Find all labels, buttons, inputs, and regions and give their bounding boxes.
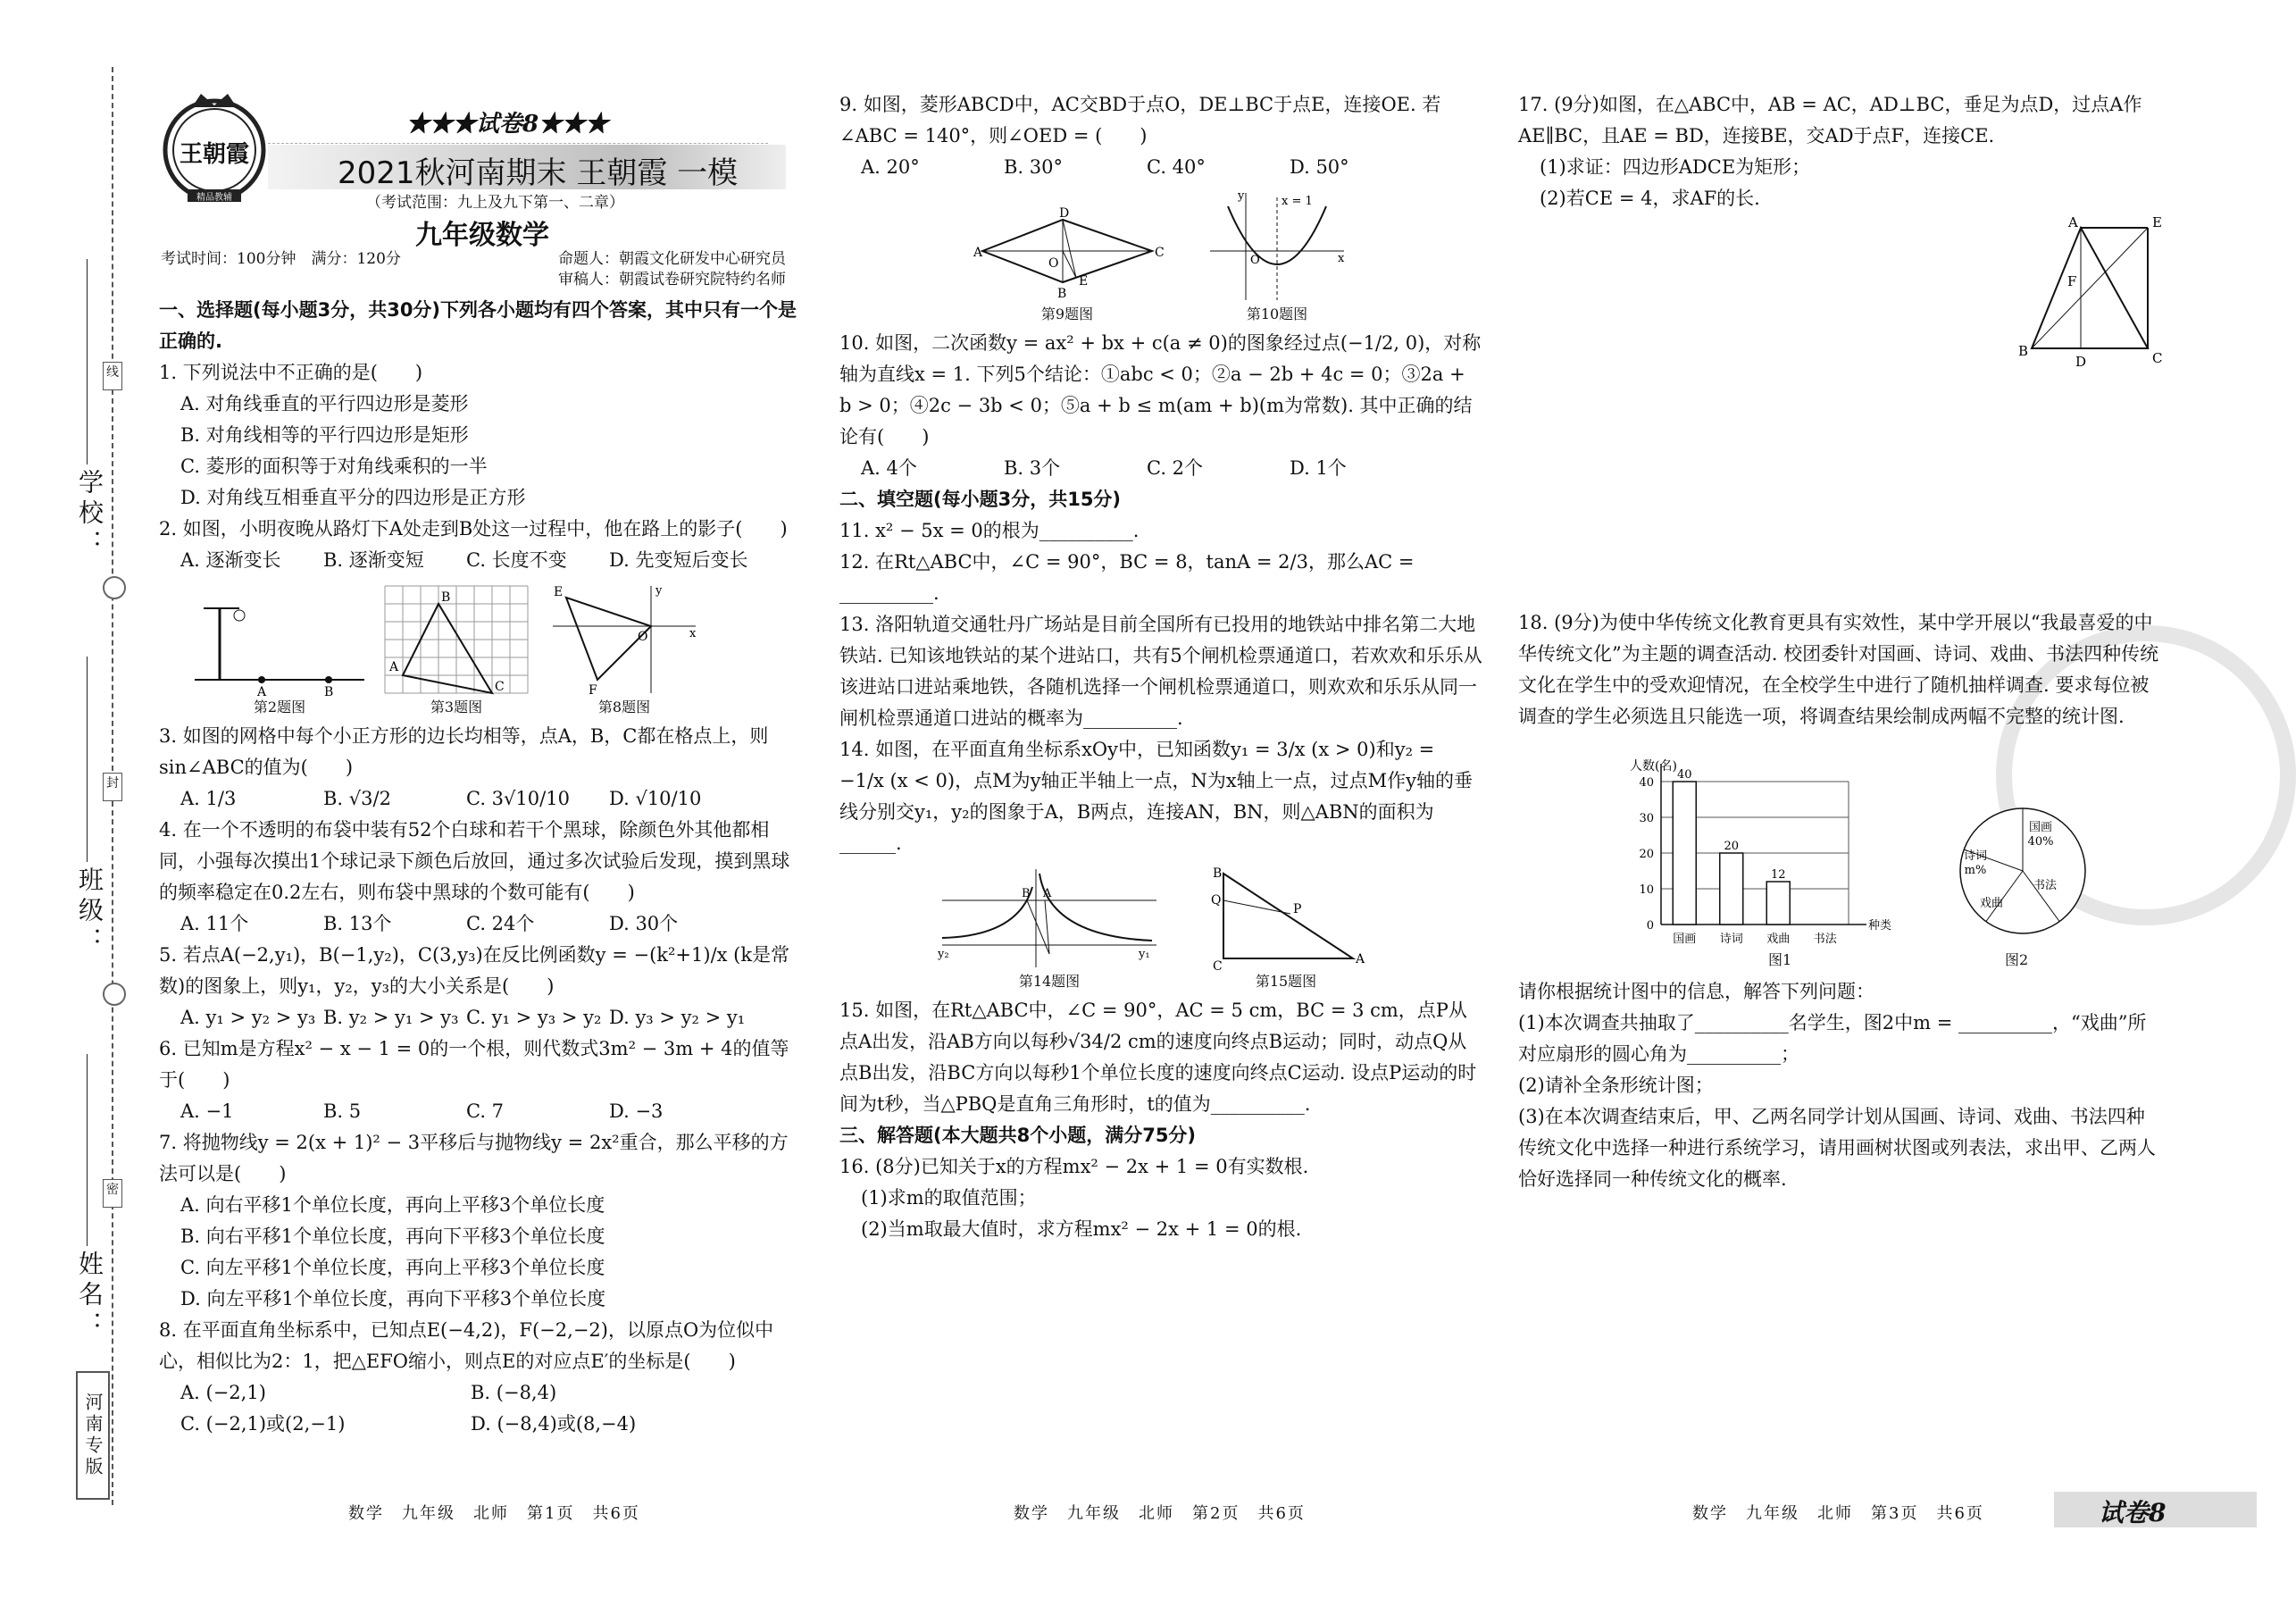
author: 命题人：朝霞文化研发中心研究员 [558, 250, 786, 268]
q10-stem: 10. 如图，二次函数y = ax² + bx + c(a ≠ 0)的图象经过点(−1/2, 0)，对称轴为直线x = 1. 下列5个结论：①abc < 0；②a − 2b + 4c = 0；③2a + b > 0；④2c − 3b < 0；⑤a + b ≤ m(am + b)(m为常数). 其中正确的结论有( ) [839, 332, 1482, 448]
exam-time: 考试时间：100分钟 满分：120分 [161, 250, 401, 268]
q5-option-a[interactable]: A. y₁ > y₂ > y₃ [180, 1007, 316, 1028]
figure-q15-caption: 第15题图 [1255, 973, 1317, 990]
y-tick-label: 40 [1639, 776, 1654, 790]
q10-option-a[interactable]: A. 4个 [861, 457, 917, 479]
figure-q15 [1206, 865, 1366, 991]
figure-q14-caption: 第14题图 [1018, 973, 1081, 990]
pie-slice-label: 书法 [2033, 879, 2058, 892]
bar-chart [1625, 759, 1893, 968]
svg-text:A: A [1356, 952, 1365, 966]
q9-stem: 9. 如图，菱形ABCD中，AC交BD于点O，DE⊥BC于点E，连接OE. 若∠ABC = 140°，则∠OED = ( ) [839, 94, 1441, 146]
svg-text:D: D [1059, 206, 1070, 221]
svg-text:E: E [554, 585, 564, 599]
q1-option-d[interactable]: D. 对角线互相垂直平分的四边形是正方形 [180, 487, 526, 508]
figure-q2-caption: 第2题图 [253, 699, 306, 715]
q7-option-a[interactable]: A. 向右平移1个单位长度，再向上平移3个单位长度 [180, 1194, 605, 1216]
q16-part-1: (1)求m的取值范围； [861, 1187, 1037, 1209]
q5-option-d[interactable]: D. y₃ > y₂ > y₁ [609, 1007, 746, 1028]
pie-chart [1956, 804, 2090, 968]
svg-text:E: E [1079, 274, 1089, 289]
q16-part-2: (2)当m取最大值时，求方程mx² − 2x + 1 = 0的根. [861, 1218, 1302, 1240]
subject-title: 九年级数学 [415, 220, 549, 251]
svg-text:C: C [1155, 246, 1165, 260]
svg-text:A: A [2068, 214, 2078, 230]
class-field[interactable] [87, 657, 88, 862]
seal-mark-secret: 密 [103, 1179, 122, 1208]
q6-option-b[interactable]: B. 5 [323, 1100, 362, 1122]
footer-page-2: 数学 九年级 北师 第2页 共6页 [1014, 1504, 1306, 1523]
section-1-heading: 一、选择题(每小题3分，共30分)下列各小题均有四个答案，其中只有一个是正确的. [159, 299, 797, 352]
bar [1766, 882, 1790, 924]
seal-mark-seal: 封 [103, 773, 122, 801]
q17-stem: 17. (9分)如图，在△ABC中，AB = AC，AD⊥BC，垂足为点D，过点A作AE∥BC，且AE = BD，连接BE，交AD于点F，连接CE. [1518, 94, 2142, 146]
svg-text:B: B [324, 685, 334, 699]
seal-mark-line: 线 [103, 362, 122, 390]
pie-slice-label: 国画 [2028, 821, 2053, 834]
q8-option-b[interactable]: B. (−8,4) [471, 1382, 557, 1403]
q1-stem: 1. 下列说法中不正确的是( ) [159, 362, 423, 383]
q1-option-a[interactable]: A. 对角线垂直的平行四边形是菱形 [180, 393, 469, 414]
q2-option-d[interactable]: D. 先变短后变长 [609, 549, 748, 571]
figure-q3 [380, 581, 532, 717]
q10-option-c[interactable]: C. 2个 [1147, 457, 1204, 479]
punch-hole-icon [103, 983, 126, 1006]
svg-text:y: y [655, 584, 663, 598]
region-badge: 河南专版 [76, 1371, 110, 1500]
q16-stem: 16. (8分)已知关于x的方程mx² − 2x + 1 = 0有实数根. [839, 1156, 1309, 1177]
q7-option-c[interactable]: C. 向左平移1个单位长度，再向上平移3个单位长度 [180, 1257, 605, 1278]
bar-chart-title: 图1 [1768, 951, 1792, 968]
q11[interactable]: 11. x² − 5x = 0的根为__________. [839, 520, 1140, 541]
q8-option-a[interactable]: A. (−2,1) [180, 1382, 266, 1403]
column-3 [1518, 89, 2161, 214]
svg-text:y: y [1238, 189, 1245, 203]
figure-q17 [2018, 214, 2170, 374]
q4-option-d[interactable]: D. 30个 [609, 913, 679, 934]
q4-option-b[interactable]: B. 13个 [323, 913, 392, 934]
q5-stem: 5. 若点A(−2,y₁)，B(−1,y₂)，C(3,y₃)在反比例函数y = −(k²+1)/x (k是常数)的图象上，则y₁，y₂，y₃的大小关系是( ) [159, 944, 790, 997]
paper-series: ★★★试卷8★★★ [406, 111, 609, 138]
exam-scope: （考试范围：九上及九下第一、二章） [366, 194, 624, 212]
svg-text:C: C [495, 680, 505, 694]
svg-text:x: x [1338, 252, 1345, 265]
y-tick-label: 30 [1639, 812, 1654, 825]
svg-text:P: P [1293, 902, 1302, 916]
logo [156, 89, 272, 205]
q18-block [1518, 607, 2161, 732]
q1-option-c[interactable]: C. 菱形的面积等于对角线乘积的一半 [180, 456, 488, 477]
q18-part-3: (3)在本次调查结束后，甲、乙两名同学计划从国画、诗词、戏曲、书法四种传统文化中选择一种进行系统学习，请用画树状图或列表法，求出甲、乙两人恰好选择同一种传统文化的概率. [1518, 1106, 2156, 1190]
q15[interactable]: 15. 如图，在Rt△ABC中，∠C = 90°，AC = 5 cm，BC = 3 cm，点P从点A出发，沿AB方向以每秒√34/2 cm的速度向终点B运动；同时，动点Q从点B出发，沿BC方向以每秒1个单位长度的速度向终点C运动. 设点P运动的时间为t秒，当△PBQ是直角三角形时，t的值为__________. [839, 1000, 1477, 1115]
name-field[interactable] [87, 1054, 88, 1246]
y-tick-label: 20 [1639, 848, 1654, 861]
svg-text:A: A [257, 685, 267, 699]
figure-q3-caption: 第3题图 [430, 699, 483, 715]
x-tick-label: 国画 [1673, 933, 1697, 946]
q3-option-b[interactable]: B. √3/2 [323, 788, 391, 809]
bar [1720, 853, 1743, 924]
x-tick-label: 书法 [1813, 933, 1837, 946]
footer-page-1: 数学 九年级 北师 第1页 共6页 [348, 1504, 640, 1523]
q9-option-d[interactable]: D. 50° [1290, 156, 1349, 178]
section-3-heading: 三、解答题(本大题共8个小题，满分75分) [839, 1125, 1197, 1146]
figure-q14 [938, 865, 1161, 991]
q18-questions [1518, 976, 2161, 1195]
figure-q8 [548, 581, 700, 717]
punch-hole-icon [103, 576, 126, 599]
svg-text:D: D [2075, 354, 2087, 370]
figure-q9-caption: 第9题图 [1040, 305, 1094, 322]
q14[interactable]: 14. 如图，在平面直角坐标系xOy中，已知函数y₁ = 3/x (x > 0)和y₂ = −1/x (x < 0)，点M为y轴正半轴上一点，N为x轴上一点，过点M作y轴的垂线分别交y₁，y₂的图象于A，B两点，连接AN，BN，则△ABN的面积为______. [839, 739, 1474, 854]
class-label: 班级： [75, 866, 104, 958]
q4-option-a[interactable]: A. 11个 [180, 913, 249, 934]
q17-part-1: (1)求证：四边形ADCE为矩形； [1540, 156, 1811, 178]
q5-option-c[interactable]: C. y₁ > y₃ > y₂ [466, 1007, 602, 1028]
q7-stem: 7. 将抛物线y = 2(x + 1)² − 3平移后与抛物线y = 2x²重合，那么平移的方法可以是( ) [159, 1132, 789, 1184]
q9-option-b[interactable]: B. 30° [1004, 156, 1064, 178]
figure-q2 [195, 590, 364, 717]
svg-text:y₂: y₂ [938, 948, 949, 961]
bar-value-label: 20 [1724, 840, 1740, 853]
bar-chart-ylabel: 人数(名) [1630, 759, 1677, 774]
q18-part-2: (2)请补全条形统计图； [1518, 1075, 1714, 1096]
exam-title: 2021秋河南期末 王朝霞 一模 [338, 155, 739, 191]
pie-slice-label: 诗词 [1963, 849, 1988, 863]
svg-text:O: O [1250, 254, 1260, 267]
svg-text:F: F [589, 683, 597, 698]
q6-option-d[interactable]: D. −3 [609, 1100, 664, 1122]
q10-option-b[interactable]: B. 3个 [1004, 457, 1061, 479]
figure-q10 [1206, 188, 1348, 324]
q18-stem: 18. (9分)为使中华传统文化教育更具有实效性，某中学开展以“我最喜爱的中华传统文化”为主题的调查活动. 校团委针对国画、诗词、戏曲、书法四种传统文化在学生中的受欢迎情况，在全校学生中进行了随机抽样调查. 要求每位被调查的学生必须选且只能选一项，将调查结果绘制成两幅不完整的统计图. [1518, 612, 2159, 727]
svg-text:C: C [1213, 959, 1223, 974]
q8-option-d[interactable]: D. (−8,4)或(8,−4) [471, 1413, 637, 1435]
svg-text:E: E [2152, 214, 2162, 230]
svg-text:Q: Q [1211, 893, 1222, 908]
q3-stem: 3. 如图的网格中每个小正方形的边长均相等，点A，B，C都在格点上，则sin∠ABC的值为( ) [159, 725, 769, 778]
q4-option-c[interactable]: C. 24个 [466, 913, 535, 934]
q13[interactable]: 13. 洛阳轨道交通牡丹广场站是目前全国所有已投用的地铁站中排名第二大地铁站. 已知该地铁站的某个进站口，共有5个闸机检票通道口，若欢欢和乐乐从该进站口进站乘地铁，各随机选择一个闸机检票通道口，则欢欢和乐乐从同一闸机检票通道口进站的概率为__________. [839, 614, 1482, 729]
footer-badge: 试卷8 [2099, 1498, 2167, 1527]
svg-text:B: B [1057, 287, 1067, 301]
column-1 [159, 295, 797, 1440]
q2-option-a[interactable]: A. 逐渐变长 [180, 549, 281, 571]
x-tick-label: 戏曲 [1766, 933, 1791, 946]
svg-text:O: O [1048, 256, 1059, 271]
q6-option-c[interactable]: C. 7 [466, 1100, 505, 1122]
q3-option-c[interactable]: C. 3√10/10 [466, 788, 570, 809]
q5-option-b[interactable]: B. y₂ > y₁ > y₃ [323, 1007, 459, 1028]
q8-stem: 8. 在平面直角坐标系中，已知点E(−4,2)，F(−2,−2)，以原点O为位似中心，相似比为2：1，把△EFO缩小，则点E的对应点E′的坐标是( ) [159, 1319, 774, 1372]
svg-text:B: B [441, 590, 451, 605]
svg-text:O: O [638, 630, 648, 644]
binding-margin [0, 0, 134, 1598]
svg-text:C: C [2152, 350, 2163, 366]
svg-text:A: A [973, 246, 983, 260]
name-label: 姓名： [75, 1251, 104, 1342]
svg-text:x = 1: x = 1 [1282, 195, 1313, 208]
section-2-heading: 二、填空题(每小题3分，共15分) [839, 489, 1122, 510]
svg-text:x: x [689, 627, 697, 640]
figure-q9 [973, 206, 1165, 324]
q12[interactable]: 12. 在Rt△ABC中，∠C = 90°，BC = 8，tanA = 2/3，那么AC = __________. [839, 551, 1415, 604]
q3-option-d[interactable]: D. √10/10 [609, 788, 702, 809]
pie-slice-label: 戏曲 [1979, 897, 2004, 910]
q7-option-b[interactable]: B. 向右平移1个单位长度，再向下平移3个单位长度 [180, 1226, 605, 1247]
bar-value-label: 40 [1676, 768, 1692, 782]
q10-option-d[interactable]: D. 1个 [1290, 457, 1347, 479]
svg-text:A: A [1043, 887, 1052, 900]
figure-q8-caption: 第8题图 [597, 699, 651, 715]
school-field[interactable] [87, 259, 88, 464]
y-tick-label: 0 [1646, 919, 1654, 933]
svg-text:y₁: y₁ [1139, 948, 1150, 961]
svg-text:B: B [1213, 866, 1223, 881]
reviewer: 审稿人：朝霞试卷研究院特约名师 [558, 271, 786, 289]
svg-text:B: B [1022, 887, 1031, 900]
school-label: 学校： [75, 469, 104, 560]
y-tick-label: 10 [1639, 883, 1654, 897]
bar-chart-svg [1625, 759, 1893, 965]
q9-option-a[interactable]: A. 20° [861, 156, 920, 178]
logo-text: 王朝霞 [179, 141, 249, 168]
figure-q10-caption: 第10题图 [1246, 305, 1308, 322]
q17-part-2: (2)若CE = 4，求AF的长. [1540, 188, 1760, 209]
logo-sub: 精品教辅 [196, 193, 232, 203]
pie-slice-value: m% [1964, 864, 1987, 877]
bar-value-label: 12 [1770, 868, 1786, 882]
q2-option-b[interactable]: B. 逐渐变短 [323, 549, 424, 571]
pie-chart-title: 图2 [2005, 951, 2029, 968]
pie-chart-svg [1956, 804, 2090, 947]
q1-option-b[interactable]: B. 对角线相等的平行四边形是矩形 [180, 424, 469, 446]
q9-option-c[interactable]: C. 40° [1147, 156, 1206, 178]
q7-option-d[interactable]: D. 向左平移1个单位长度，再向下平移3个单位长度 [180, 1288, 606, 1309]
q6-option-a[interactable]: A. −1 [180, 1100, 234, 1122]
bar [1673, 782, 1696, 924]
bar-chart-xlabel: 种类 [1868, 919, 1892, 933]
column-2 [839, 89, 1482, 1245]
q6-stem: 6. 已知m是方程x² − x − 1 = 0的一个根，则代数式3m² − 3m + 4的值等于( ) [159, 1038, 789, 1091]
svg-text:A: A [389, 660, 399, 674]
q2-stem: 2. 如图，小明夜晚从路灯下A处走到B处这一过程中，他在路上的影子( ) [159, 518, 788, 540]
q18-part-1[interactable]: (1)本次调查共抽取了__________名学生，图2中m = __________，“戏曲”所对应扇形的圆心角为__________； [1518, 1012, 2147, 1065]
footer-page-3: 数学 九年级 北师 第3页 共6页 [1692, 1504, 1984, 1523]
q3-option-a[interactable]: A. 1/3 [180, 788, 237, 809]
svg-text:F: F [2067, 273, 2077, 289]
q18-intro: 请你根据统计图中的信息，解答下列问题： [1518, 981, 1874, 1002]
q2-option-c[interactable]: C. 长度不变 [466, 549, 567, 571]
svg-text:B: B [2018, 343, 2029, 359]
q8-option-c[interactable]: C. (−2,1)或(2,−1) [180, 1413, 346, 1435]
pie-slice-value: 40% [2027, 835, 2054, 849]
q4-stem: 4. 在一个不透明的布袋中装有52个白球和若干个黑球，除颜色外其他都相同，小强每次摸出1个球记录下颜色后放回，通过多次试验后发现，摸到黑球的频率稳定在0.2左右，则布袋中黑球的个数可能有( ) [159, 819, 790, 903]
x-tick-label: 诗词 [1719, 933, 1743, 946]
